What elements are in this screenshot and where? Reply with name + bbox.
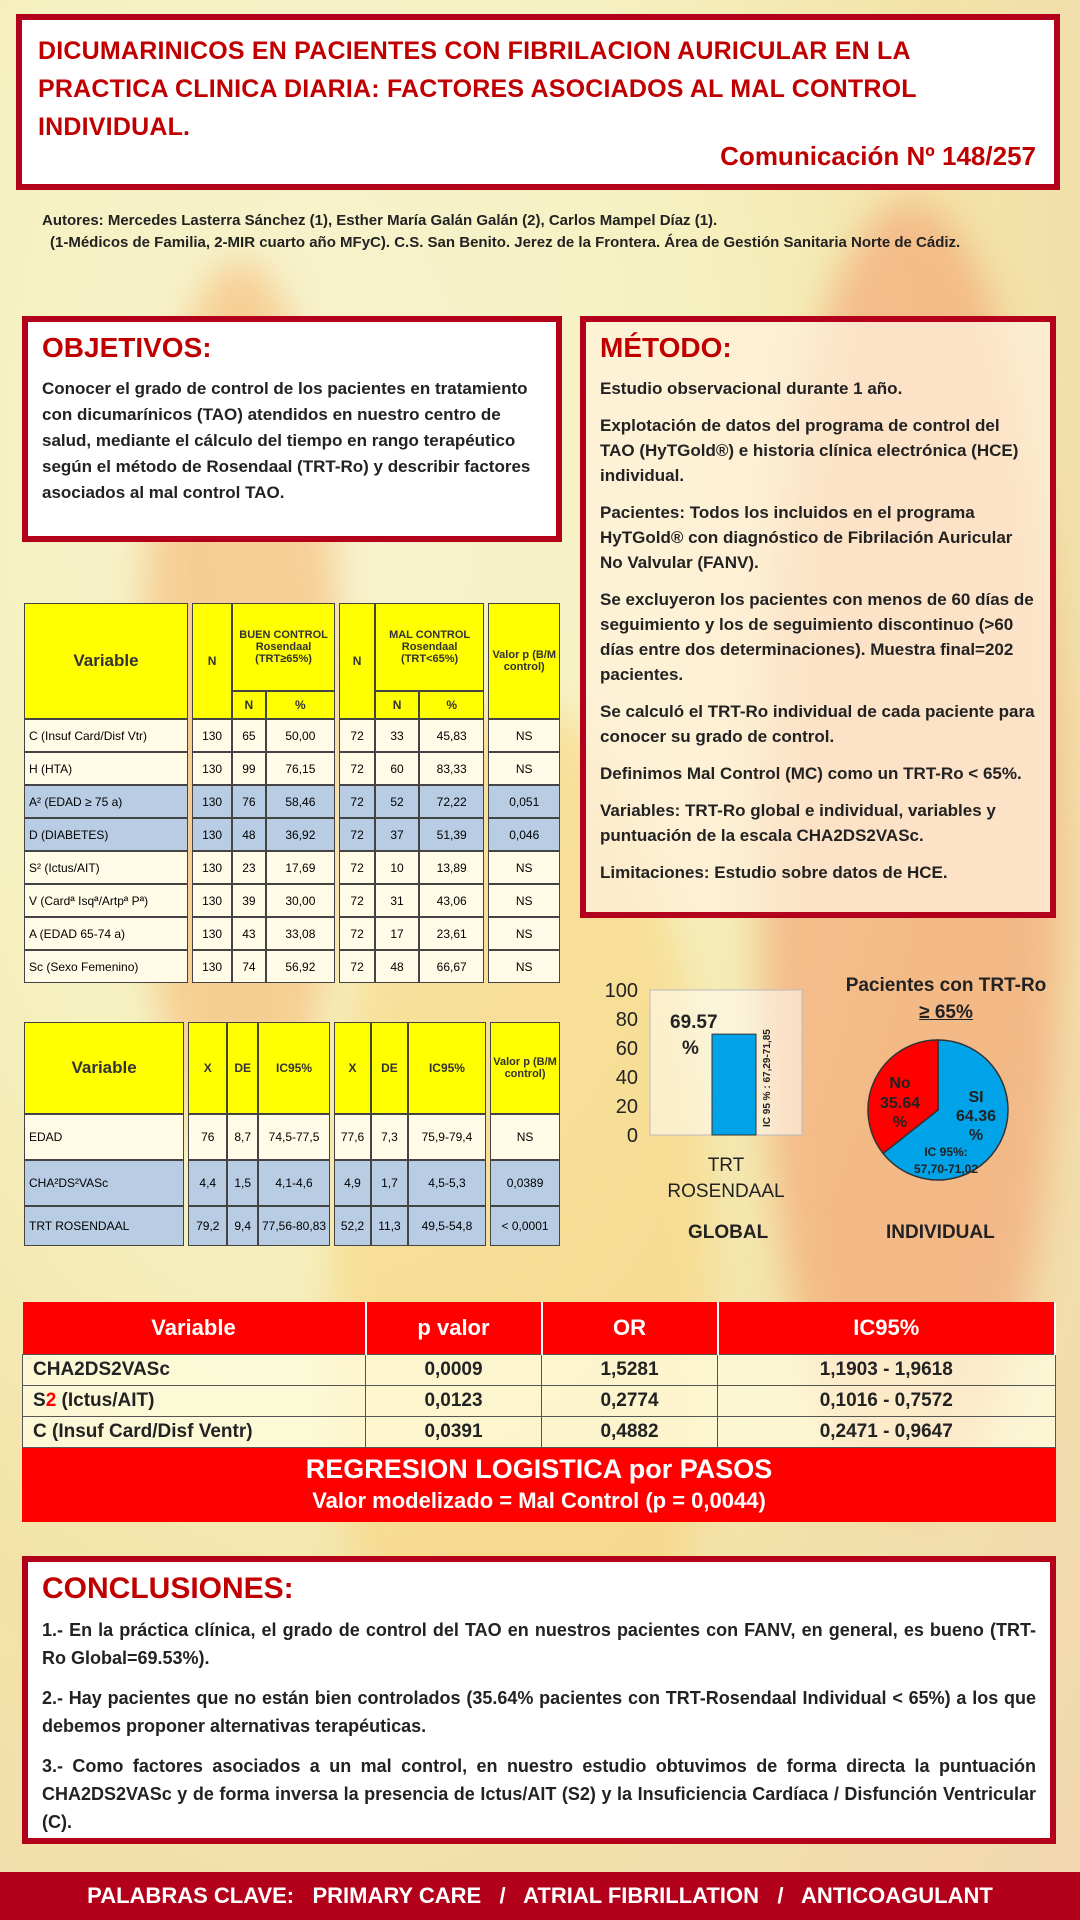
pie-value-si: 64.36 (955, 1108, 997, 1125)
y-tick-label: 20 (615, 1096, 638, 1118)
table-row (24, 1114, 560, 1160)
x-category-label: ROSENDAAL (667, 1181, 785, 1202)
pie-title: Pacientes con TRT-Ro ≥ 65% (845, 975, 1047, 1023)
table-cell: 48 (232, 818, 266, 851)
th-buen-control: BUEN CONTROL Rosendaal (TRT≥65%) (232, 603, 335, 691)
table-cell: 0,046 (488, 818, 560, 851)
th2-variable: Variable (24, 1022, 184, 1114)
table-cell: 9,4 (227, 1206, 258, 1246)
x-category-label: TRT (707, 1155, 745, 1176)
regression-ic: 0,2471 - 0,9647 (718, 1417, 1056, 1448)
table-cell: 66,67 (419, 950, 484, 983)
table-cell: 39 (232, 884, 266, 917)
metodo-p2: Explotación de datos del programa de control del TAO (HyTGold®) e historia clínica electrónica (HCE) individual. (600, 416, 1019, 485)
table-cell: 72 (339, 950, 375, 983)
table-cell: 72 (339, 917, 375, 950)
regression-p: 0,0123 (366, 1386, 542, 1417)
table-row (24, 884, 560, 917)
objetivos-title: OBJETIVOS: (42, 332, 212, 363)
table-cell: A² (EDAD ≥ 75 a) (24, 785, 188, 818)
table-cell: 11,3 (371, 1206, 408, 1246)
regression-table (22, 1302, 1056, 1522)
table-cell: 130 (192, 785, 232, 818)
table-cell: 52,2 (334, 1206, 371, 1246)
table-cell: 7,3 (371, 1114, 408, 1160)
pie-chart-svg (826, 970, 1066, 1250)
table-cell: C (Insuf Card/Disf Vtr) (24, 719, 188, 752)
table-cell: 99 (232, 752, 266, 785)
table-cell: 130 (192, 818, 232, 851)
table-cell: 130 (192, 851, 232, 884)
table-row (24, 851, 560, 884)
th-sub-n: N (375, 691, 419, 719)
table-cell: 72 (339, 719, 375, 752)
table-cell: CHA²DS²VASc (24, 1160, 184, 1206)
conclusion-1: 1.- En la práctica clínica, el grado de control del TAO en nuestros pacientes con FANV, en general, es bueno (TRT-Ro Global=69.53%). (42, 1620, 1036, 1668)
regression-ic: 0,1016 - 0,7572 (718, 1386, 1056, 1417)
metodo-p3: Pacientes: Todos los incluidos en el programa HyTGold® con diagnóstico de Fibrilación Auricular No Valvular (FANV). (600, 503, 1013, 572)
table-cell: 72 (339, 851, 375, 884)
table-cell: 72 (339, 785, 375, 818)
th-sub-n: N (232, 691, 266, 719)
bar-chart-global (580, 970, 820, 1250)
table-cell: 60 (375, 752, 419, 785)
table-cell: 23 (232, 851, 266, 884)
regression-row (23, 1355, 1056, 1386)
table-cell: 76 (232, 785, 266, 818)
bar-chart-svg (580, 970, 820, 1250)
table-cell: 130 (192, 950, 232, 983)
table-cell: 77,6 (334, 1114, 371, 1160)
objetivos-box (22, 316, 562, 542)
table-cell: EDAD (24, 1114, 184, 1160)
table-cell: 51,39 (419, 818, 484, 851)
table-cell: 50,00 (266, 719, 335, 752)
table-cell: 36,92 (266, 818, 335, 851)
metodo-p6: Definimos Mal Control (MC) como un TRT-Ro < 65%. (600, 764, 1022, 783)
table-cell: D (DIABETES) (24, 818, 188, 851)
table-cell: V (Cardª Isqª/Artpª Pª) (24, 884, 188, 917)
th-variable: Variable (24, 603, 188, 719)
table-cell: 13,89 (419, 851, 484, 884)
table-cell: NS (488, 719, 560, 752)
metodo-p1: Estudio observacional durante 1 año. (600, 379, 903, 398)
regression-title: REGRESION LOGISTICA por PASOS (305, 1454, 773, 1484)
table-row (24, 950, 560, 983)
table-cell: 4,5-5,3 (408, 1160, 486, 1206)
table-cell: 130 (192, 917, 232, 950)
table-cell: NS (488, 917, 560, 950)
bar-error-label: IC 95 % : 67,29-71,85 (762, 1029, 773, 1127)
y-tick-label: 0 (626, 1125, 638, 1147)
table-cell: 72 (339, 884, 375, 917)
table-row (24, 785, 560, 818)
th-sub-pct: % (419, 691, 484, 719)
reg-th-or: OR (542, 1302, 718, 1355)
pie-label-si: SI (968, 1089, 984, 1106)
table-cell: 76 (188, 1114, 227, 1160)
table-cell: 52 (375, 785, 419, 818)
pie-value-no: 35.64 (879, 1095, 921, 1112)
table-cell: 75,9-79,4 (408, 1114, 486, 1160)
conclusiones-box (22, 1556, 1056, 1844)
table-cell: 33 (375, 719, 419, 752)
metodo-title: MÉTODO: (600, 332, 732, 363)
table-cell: 74 (232, 950, 266, 983)
pie-caption-individual: INDIVIDUAL (886, 1222, 995, 1243)
table-cell: 17,69 (266, 851, 335, 884)
pie-value-si-unit: % (968, 1127, 984, 1144)
regression-footer (22, 1448, 1056, 1522)
table-cell: 0,0389 (490, 1160, 560, 1206)
table-cell: 1,5 (227, 1160, 258, 1206)
table-cell: S² (Ictus/AIT) (24, 851, 188, 884)
th2-x: X (188, 1022, 227, 1114)
table-cell: 74,5-77,5 (258, 1114, 330, 1160)
table-cell: 130 (192, 719, 232, 752)
regression-or: 1,5281 (542, 1355, 718, 1386)
table-row (24, 1206, 560, 1246)
y-tick-label: 60 (615, 1038, 638, 1060)
metodo-p8: Limitaciones: Estudio sobre datos de HCE. (600, 863, 948, 882)
th-valor-p: Valor p (B/M control) (488, 603, 560, 719)
regression-p: 0,0009 (366, 1355, 542, 1386)
metodo-p7: Variables: TRT-Ro global e individual, variables y puntuación de la escala CHA2DS2VASc. (600, 801, 996, 845)
table-cell: 130 (192, 884, 232, 917)
table-cell: 130 (192, 752, 232, 785)
table-cell: 49,5-54,8 (408, 1206, 486, 1246)
th2-valor-p: Valor p (B/M control) (490, 1022, 560, 1114)
keywords-footer: PALABRAS CLAVE: PRIMARY CARE / ATRIAL FIBRILLATION / ANTICOAGULANT (0, 1872, 1080, 1920)
table-cell: 72 (339, 752, 375, 785)
regression-row (23, 1417, 1056, 1448)
pie-value-no-unit: % (892, 1114, 908, 1131)
table-cell: 4,9 (334, 1160, 371, 1206)
th-n: N (192, 603, 232, 719)
y-tick-label: 100 (604, 980, 638, 1002)
table-row (24, 719, 560, 752)
conclusion-2: 2.- Hay pacientes que no están bien controlados (35.64% pacientes con TRT-Rosendaal Individual < 65%) a los que debemos proponer alternativas terapéuticas. (42, 1688, 1036, 1736)
pie-ic-value: 57,70-71,02 (913, 1162, 979, 1176)
table-cell: 77,56-80,83 (258, 1206, 330, 1246)
regression-subtitle: Valor modelizado = Mal Control (p = 0,0044) (312, 1488, 766, 1513)
table-cell: 56,92 (266, 950, 335, 983)
header-banner (16, 14, 1060, 190)
pie-chart-individual (826, 970, 1066, 1250)
reg-th-p: p valor (366, 1302, 542, 1355)
table-cell: 23,61 (419, 917, 484, 950)
metodo-box (580, 316, 1056, 918)
table-cell: 37 (375, 818, 419, 851)
table-row (24, 752, 560, 785)
th2-ic: IC95% (258, 1022, 330, 1114)
table-cell: 79,2 (188, 1206, 227, 1246)
table-cell: 45,83 (419, 719, 484, 752)
bar-trt-rosendaal (712, 1034, 756, 1135)
authors-affiliations: (1-Médicos de Familia, 2-MIR cuarto año MFyC). C.S. San Benito. Jerez de la Frontera. Área de Gestión Sanitaria Norte de Cádiz. (50, 234, 961, 251)
table-cell: 17 (375, 917, 419, 950)
th2-de: DE (227, 1022, 258, 1114)
table-cell: NS (488, 950, 560, 983)
table-cell: TRT ROSENDAAL (24, 1206, 184, 1246)
table-cell: 58,46 (266, 785, 335, 818)
th2-x: X (334, 1022, 371, 1114)
table-cell: 48 (375, 950, 419, 983)
y-tick-label: 40 (615, 1067, 638, 1089)
metodo-p4: Se excluyeron los pacientes con menos de 60 días de seguimiento y los de seguimiento discontinuo (>60 días entre dos determinaciones). Muestra final=202 pacientes. (600, 590, 1034, 684)
table-cell: 30,00 (266, 884, 335, 917)
table-cell: 43 (232, 917, 266, 950)
regression-or: 0,2774 (542, 1386, 718, 1417)
bar-caption-global: GLOBAL (688, 1222, 769, 1243)
authors-block (42, 210, 1052, 254)
th2-de: DE (371, 1022, 408, 1114)
table-row (24, 1160, 560, 1206)
regression-row (23, 1386, 1056, 1417)
regression-variable: CHA2DS2VASc (23, 1355, 366, 1386)
table-cell: 4,4 (188, 1160, 227, 1206)
conclusion-3: 3.- Como factores asociados a un mal control, en nuestro estudio obtuvimos de forma directa la puntuación CHA2DS2VASc y de forma inversa la presencia de Ictus/AIT (S2) y la Insuficiencia Cardíaca / Disfunción Ventricular (C). (42, 1756, 1036, 1832)
communication-number: Comunicación Nº 148/257 (720, 141, 1036, 171)
table-cell: NS (488, 752, 560, 785)
table-cell: 76,15 (266, 752, 335, 785)
regression-ic: 1,1903 - 1,9618 (718, 1355, 1056, 1386)
poster-title: DICUMARINICOS EN PACIENTES CON FIBRILACION AURICULAR EN LA PRACTICA CLINICA DIARIA: FACTORES ASOCIADOS AL MAL CONTROL INDIVIDUAL. (38, 37, 917, 141)
table-cell: Sc (Sexo Femenino) (24, 950, 188, 983)
table-row (24, 917, 560, 950)
th-n-mal: N (339, 603, 375, 719)
regression-or: 0,4882 (542, 1417, 718, 1448)
bar-data-label: 69.57 (670, 1012, 718, 1033)
table-cell: NS (490, 1114, 560, 1160)
pie-label-no: No (889, 1075, 911, 1092)
objetivos-text: Conocer el grado de control de los pacientes en tratamiento con dicumarínicos (TAO) atendidos en nuestro centro de salud, mediante el cálculo del tiempo en rango terapéutico según el método de Rosendaal (TRT-Ro) y describir factores asociados al mal control TAO. (42, 379, 531, 502)
table-cell: 83,33 (419, 752, 484, 785)
table-cell: 31 (375, 884, 419, 917)
table-cell: 0,051 (488, 785, 560, 818)
table-cell: 1,7 (371, 1160, 408, 1206)
metodo-p5: Se calculó el TRT-Ro individual de cada paciente para conocer su grado de control. (600, 702, 1035, 746)
table-cell: 72 (339, 818, 375, 851)
table-cell: H (HTA) (24, 752, 188, 785)
y-tick-label: 80 (615, 1009, 638, 1031)
authors-names: Autores: Mercedes Lasterra Sánchez (1), Esther María Galán Galán (2), Carlos Mampel Díaz (1). (42, 212, 718, 229)
table-cell: 72,22 (419, 785, 484, 818)
th2-ic: IC95% (408, 1022, 486, 1114)
pie-ic-label: IC 95%: (924, 1145, 968, 1159)
regression-variable: C (Insuf Card/Disf Ventr) (23, 1417, 366, 1448)
table-cell: 43,06 (419, 884, 484, 917)
table-cell: NS (488, 884, 560, 917)
conclusiones-title: CONCLUSIONES: (42, 1572, 294, 1605)
reg-th-variable: Variable (23, 1302, 366, 1355)
table-cell: 10 (375, 851, 419, 884)
table-cell: < 0,0001 (490, 1206, 560, 1246)
regression-variable: S2 (Ictus/AIT) (23, 1386, 366, 1417)
th-sub-pct: % (266, 691, 335, 719)
table-cell: 8,7 (227, 1114, 258, 1160)
table-cell: 65 (232, 719, 266, 752)
table-cell: A (EDAD 65-74 a) (24, 917, 188, 950)
table-row (24, 818, 560, 851)
reg-th-ic: IC95% (718, 1302, 1056, 1355)
table-variables-categoricas (24, 603, 560, 983)
table-cell: 33,08 (266, 917, 335, 950)
table-cell: NS (488, 851, 560, 884)
bar-data-label-unit: % (682, 1038, 699, 1059)
table-cell: 4,1-4,6 (258, 1160, 330, 1206)
regression-p: 0,0391 (366, 1417, 542, 1448)
table-variables-cuantitativas (24, 1022, 560, 1246)
th-mal-control: MAL CONTROL Rosendaal (TRT<65%) (375, 603, 484, 691)
